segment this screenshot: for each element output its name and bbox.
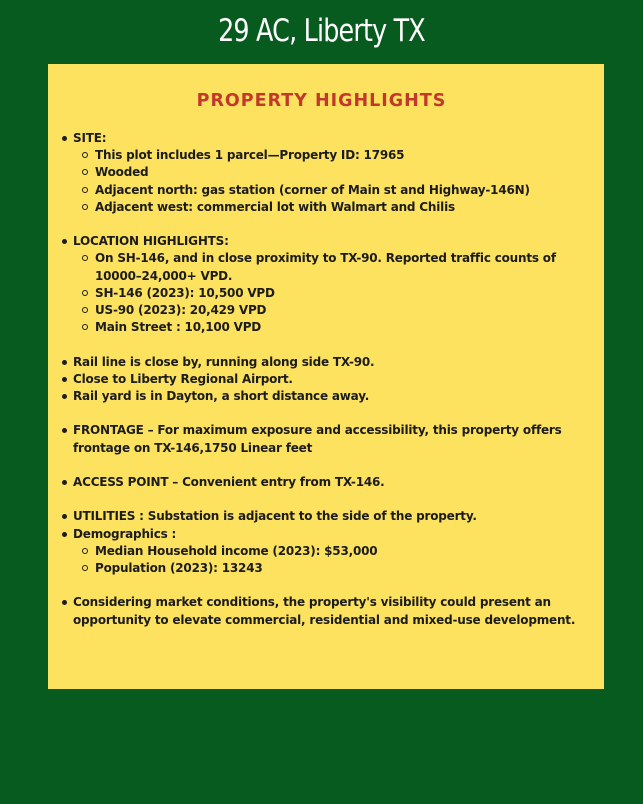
site-item-west: Adjacent west: commercial lot with Walmart and Chilis [95, 199, 455, 214]
rail-section [73, 354, 603, 406]
card-heading: PROPERTY HIGHLIGHTS [196, 91, 447, 111]
demographics-sublist [95, 543, 603, 577]
list-item [95, 164, 603, 181]
highlights-content [73, 130, 603, 629]
utilities-section [73, 508, 603, 577]
location-item-main-count: Main Street : 10,100 VPD [95, 320, 262, 335]
list-item [95, 285, 603, 302]
page-title: 29 AC, Liberty TX [218, 13, 425, 49]
list-item [73, 526, 603, 578]
list-item [73, 594, 603, 628]
location-item-sh146: On SH-146, and in close proximity to TX-90. Reported traffic counts of 10000–24,000+ VPD. [95, 251, 556, 283]
demographics-item-population: Population (2023): 13243 [95, 561, 263, 575]
closing-text: Considering market conditions, the property's visibility could present an opportunity to elevate commercial, residential and mixed-use development. [73, 595, 576, 627]
list-item [73, 388, 603, 405]
rail-item-line: Rail line is close by, running along side TX-90. [73, 354, 375, 369]
list-item [95, 543, 603, 560]
list-item [95, 147, 603, 164]
list-item [95, 319, 603, 336]
site-sublist [95, 147, 603, 216]
demographics-item-income: Median Household income (2023): $53,000 [95, 543, 378, 558]
access-section [73, 474, 603, 491]
site-section [73, 130, 603, 216]
site-item-parcel: This plot includes 1 parcel—Property ID: 17965 [95, 148, 405, 163]
access-text: ACCESS POINT – Convenient entry from TX-146. [73, 475, 385, 489]
utilities-text: UTILITIES : Substation is adjacent to the side of the property. [73, 509, 477, 524]
rail-item-yard: Rail yard is in Dayton, a short distance away. [73, 389, 370, 404]
location-section [73, 233, 603, 336]
site-item-wooded: Wooded [95, 165, 149, 180]
list-item [95, 560, 603, 577]
list-item [73, 508, 603, 525]
location-sublist [95, 250, 603, 336]
list-item [73, 130, 603, 216]
list-item [73, 371, 603, 388]
list-item [95, 182, 603, 199]
location-item-sh146-count: SH-146 (2023): 10,500 VPD [95, 285, 275, 300]
list-item [73, 354, 603, 371]
list-item [73, 474, 603, 491]
closing-section [73, 594, 603, 628]
list-item [95, 302, 603, 319]
frontage-section [73, 422, 603, 456]
demographics-label: Demographics : [73, 526, 177, 541]
frontage-text: FRONTAGE – For maximum exposure and accessibility, this property offers frontage on TX-146,1750 Linear feet [73, 423, 562, 455]
location-label: LOCATION HIGHLIGHTS: [73, 234, 229, 249]
list-item [73, 233, 603, 336]
location-item-us90-count: US-90 (2023): 20,429 VPD [95, 303, 267, 318]
list-item [95, 250, 603, 284]
site-label: SITE: [73, 131, 107, 145]
list-item [73, 422, 603, 456]
list-item [95, 199, 603, 216]
rail-item-airport: Close to Liberty Regional Airport. [73, 371, 293, 386]
site-item-north: Adjacent north: gas station (corner of Main st and Highway-146N) [95, 182, 530, 197]
